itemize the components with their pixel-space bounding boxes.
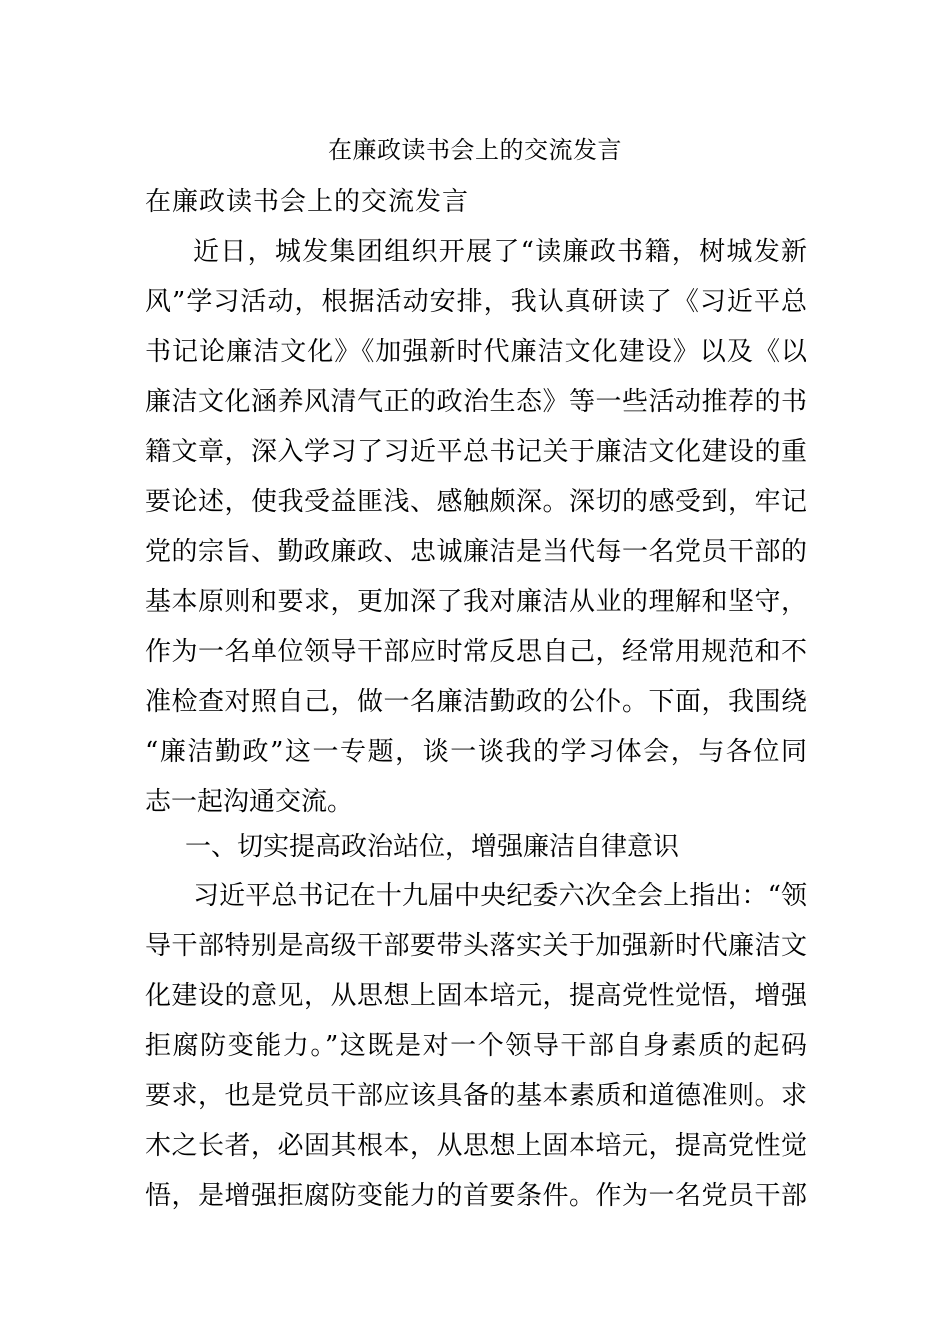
- paragraph-line: 廉洁文化涵养风清气正的政治生态》等一些活动推荐的书: [145, 387, 807, 417]
- document-title: 在廉政读书会上的交流发言: [328, 136, 622, 164]
- paragraph-line: 作为一名单位领导干部应时常反思自己，经常用规范和不: [145, 637, 807, 667]
- paragraph-line: 风”学习活动，根据活动安排，我认真研读了《习近平总: [145, 287, 807, 317]
- paragraph-line: 导干部特别是高级干部要带头落实关于加强新时代廉洁文: [145, 931, 807, 961]
- paragraph-line: 拒腐防变能力。”这既是对一个领导干部自身素质的起码: [145, 1031, 807, 1061]
- paragraph-line: 悟，是增强拒腐防变能力的首要条件。作为一名党员干部: [145, 1181, 807, 1211]
- document-subtitle: 在廉政读书会上的交流发言: [145, 187, 470, 217]
- paragraph-line: 籍文章，深入学习了习近平总书记关于廉洁文化建设的重: [145, 437, 807, 467]
- paragraph-line: 要求，也是党员干部应该具备的基本素质和道德准则。求: [145, 1081, 807, 1111]
- paragraph-line: 习近平总书记在十九届中央纪委六次全会上指出：“领: [193, 881, 807, 911]
- paragraph-line: 木之长者，必固其根本，从思想上固本培元，提高党性觉: [145, 1131, 807, 1161]
- paragraph-line: “廉洁勤政”这一专题，谈一谈我的学习体会，与各位同: [145, 737, 807, 767]
- paragraph-line: 近日，城发集团组织开展了“读廉政书籍，树城发新: [193, 237, 807, 267]
- paragraph-line: 基本原则和要求，更加深了我对廉洁从业的理解和坚守，: [145, 587, 807, 617]
- paragraph-line: 书记论廉洁文化》《加强新时代廉洁文化建设》以及《以: [145, 337, 807, 367]
- paragraph-line: 化建设的意见，从思想上固本培元，提高党性觉悟，增强: [145, 981, 807, 1011]
- paragraph-line: 要论述，使我受益匪浅、感触颇深。深切的感受到，牢记: [145, 487, 807, 517]
- paragraph-line: 志一起沟通交流。: [145, 787, 354, 817]
- paragraph-line: 党的宗旨、勤政廉政、忠诚廉洁是当代每一名党员干部的: [145, 537, 807, 567]
- section-heading: 一、切实提高政治站位，增强廉洁自律意识: [185, 832, 680, 862]
- paragraph-line: 准检查对照自己，做一名廉洁勤政的公仆。下面，我围绕: [145, 687, 807, 717]
